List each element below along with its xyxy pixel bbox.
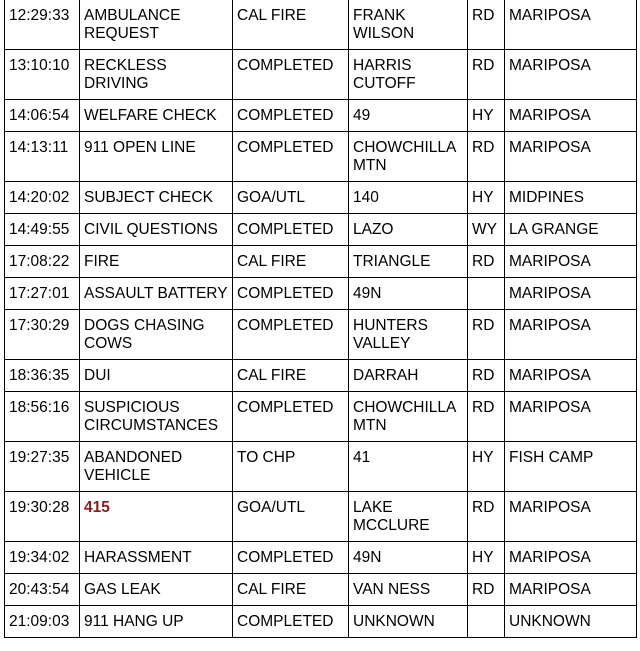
- street-cell: CHOWCHILLA MTN: [349, 392, 468, 442]
- street-cell: CHOWCHILLA MTN: [349, 132, 468, 182]
- disposition-cell: COMPLETED: [233, 606, 349, 638]
- disposition-cell: GOA/UTL: [233, 492, 349, 542]
- town-cell: MARIPOSA: [505, 392, 637, 442]
- street-suffix-cell: RD: [468, 132, 505, 182]
- disposition-cell: CAL FIRE: [233, 246, 349, 278]
- call-time-cell: 18:36:35: [5, 360, 80, 392]
- street-suffix-cell: RD: [468, 392, 505, 442]
- town-cell: MARIPOSA: [505, 360, 637, 392]
- street-suffix-cell: WY: [468, 214, 505, 246]
- call-time-cell: 19:30:28: [5, 492, 80, 542]
- call-time-cell: 17:30:29: [5, 310, 80, 360]
- table-row: [5, 214, 637, 246]
- street-cell: 49: [349, 100, 468, 132]
- town-cell: MARIPOSA: [505, 542, 637, 574]
- town-cell: MARIPOSA: [505, 574, 637, 606]
- street-cell: DARRAH: [349, 360, 468, 392]
- disposition-cell: COMPLETED: [233, 214, 349, 246]
- disposition-cell: COMPLETED: [233, 542, 349, 574]
- call-time-cell: 18:56:16: [5, 392, 80, 442]
- call-type-cell: ABANDONED VEHICLE: [80, 442, 233, 492]
- street-suffix-cell: [468, 278, 505, 310]
- town-cell: MARIPOSA: [505, 492, 637, 542]
- street-suffix-cell: [468, 606, 505, 638]
- table-row: [5, 246, 637, 278]
- call-type-cell: DOGS CHASING COWS: [80, 310, 233, 360]
- call-type-cell: AMBULANCE REQUEST: [80, 0, 233, 50]
- call-type-cell: FIRE: [80, 246, 233, 278]
- table-row: [5, 542, 637, 574]
- street-cell: LAZO: [349, 214, 468, 246]
- call-type-cell: GAS LEAK: [80, 574, 233, 606]
- call-type-cell: 415: [80, 492, 233, 542]
- town-cell: MARIPOSA: [505, 50, 637, 100]
- disposition-cell: TO CHP: [233, 442, 349, 492]
- town-cell: UNKNOWN: [505, 606, 637, 638]
- disposition-cell: COMPLETED: [233, 132, 349, 182]
- town-cell: FISH CAMP: [505, 442, 637, 492]
- street-suffix-cell: RD: [468, 360, 505, 392]
- call-time-cell: 17:27:01: [5, 278, 80, 310]
- street-cell: 140: [349, 182, 468, 214]
- town-cell: MARIPOSA: [505, 100, 637, 132]
- street-cell: TRIANGLE: [349, 246, 468, 278]
- call-time-cell: 13:10:10: [5, 50, 80, 100]
- street-suffix-cell: RD: [468, 246, 505, 278]
- table-row: [5, 100, 637, 132]
- street-suffix-cell: RD: [468, 310, 505, 360]
- street-suffix-cell: HY: [468, 442, 505, 492]
- table-row: [5, 310, 637, 360]
- disposition-cell: COMPLETED: [233, 278, 349, 310]
- street-suffix-cell: RD: [468, 50, 505, 100]
- disposition-cell: CAL FIRE: [233, 360, 349, 392]
- table-row: [5, 278, 637, 310]
- street-cell: HUNTERS VALLEY: [349, 310, 468, 360]
- town-cell: MIDPINES: [505, 182, 637, 214]
- call-type-cell: HARASSMENT: [80, 542, 233, 574]
- call-time-cell: 14:20:02: [5, 182, 80, 214]
- disposition-cell: GOA/UTL: [233, 182, 349, 214]
- street-suffix-cell: RD: [468, 0, 505, 50]
- call-type-cell: DUI: [80, 360, 233, 392]
- town-cell: MARIPOSA: [505, 278, 637, 310]
- call-time-cell: 19:34:02: [5, 542, 80, 574]
- town-cell: LA GRANGE: [505, 214, 637, 246]
- town-cell: MARIPOSA: [505, 310, 637, 360]
- street-cell: VAN NESS: [349, 574, 468, 606]
- call-type-cell: 911 OPEN LINE: [80, 132, 233, 182]
- table-row: [5, 50, 637, 100]
- street-suffix-cell: RD: [468, 492, 505, 542]
- call-time-cell: 21:09:03: [5, 606, 80, 638]
- street-cell: 41: [349, 442, 468, 492]
- table-row: [5, 442, 637, 492]
- table-row: [5, 0, 637, 50]
- table-row: [5, 360, 637, 392]
- street-suffix-cell: RD: [468, 574, 505, 606]
- street-cell: 49N: [349, 278, 468, 310]
- table-row: [5, 574, 637, 606]
- street-cell: UNKNOWN: [349, 606, 468, 638]
- town-cell: MARIPOSA: [505, 246, 637, 278]
- call-time-cell: 20:43:54: [5, 574, 80, 606]
- street-suffix-cell: HY: [468, 100, 505, 132]
- street-cell: 49N: [349, 542, 468, 574]
- call-time-cell: 14:13:11: [5, 132, 80, 182]
- call-type-cell: CIVIL QUESTIONS: [80, 214, 233, 246]
- disposition-cell: COMPLETED: [233, 310, 349, 360]
- street-cell: FRANK WILSON: [349, 0, 468, 50]
- call-time-cell: 14:06:54: [5, 100, 80, 132]
- disposition-cell: COMPLETED: [233, 50, 349, 100]
- table-row: [5, 392, 637, 442]
- call-time-cell: 14:49:55: [5, 214, 80, 246]
- table-row: [5, 492, 637, 542]
- call-time-cell: 12:29:33: [5, 0, 80, 50]
- street-cell: LAKE MCCLURE: [349, 492, 468, 542]
- call-time-cell: 17:08:22: [5, 246, 80, 278]
- call-type-cell: SUBJECT CHECK: [80, 182, 233, 214]
- table-row: [5, 132, 637, 182]
- call-time-cell: 19:27:35: [5, 442, 80, 492]
- table-row: [5, 182, 637, 214]
- town-cell: MARIPOSA: [505, 0, 637, 50]
- disposition-cell: CAL FIRE: [233, 0, 349, 50]
- disposition-cell: COMPLETED: [233, 392, 349, 442]
- call-type-cell: RECKLESS DRIVING: [80, 50, 233, 100]
- call-log-body: [5, 0, 637, 638]
- town-cell: MARIPOSA: [505, 132, 637, 182]
- disposition-cell: CAL FIRE: [233, 574, 349, 606]
- call-log-table: [4, 0, 637, 638]
- street-cell: HARRIS CUTOFF: [349, 50, 468, 100]
- call-type-cell: WELFARE CHECK: [80, 100, 233, 132]
- call-type-cell: SUSPICIOUS CIRCUMSTANCES: [80, 392, 233, 442]
- table-row: [5, 606, 637, 638]
- street-suffix-cell: HY: [468, 542, 505, 574]
- disposition-cell: COMPLETED: [233, 100, 349, 132]
- call-type-cell: ASSAULT BATTERY: [80, 278, 233, 310]
- street-suffix-cell: HY: [468, 182, 505, 214]
- call-type-cell: 911 HANG UP: [80, 606, 233, 638]
